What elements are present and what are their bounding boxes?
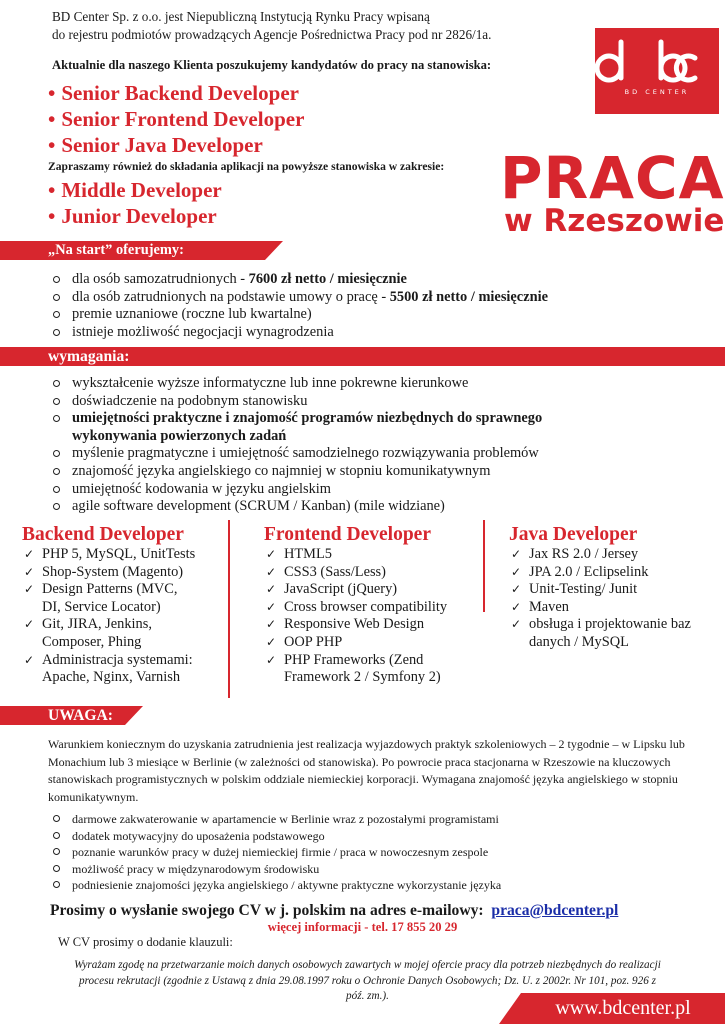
column-divider (483, 520, 485, 612)
list-item: wykształcenie wyższe informatyczne lub inne pokrewne kierunkowe (50, 375, 542, 393)
offer-heading: „Na start” oferujemy: (0, 241, 265, 260)
list-item: darmowe zakwaterowanie w apartamencie w Berlinie wraz z pozostałymi programistami (50, 811, 501, 828)
skills-list (509, 546, 725, 652)
list-item: ✓ Design Patterns (MVC, (22, 581, 232, 599)
list-item: dla osób samozatrudnionych - 7600 zł netto / miesięcznie (50, 271, 548, 289)
list-item: ✓ obsługa i projektowanie baz (509, 616, 725, 634)
position-item: • Middle Developer (48, 178, 222, 202)
list-item: umiejętność kodowania w języku angielskim (50, 481, 542, 499)
position-item: • Junior Developer (48, 204, 217, 228)
cv-request-text: Prosimy o wysłanie swojego CV w j. polskim na adres e-mailowy: (50, 902, 484, 919)
list-item: ✓ HTML5 (264, 546, 479, 564)
cv-request (50, 902, 618, 920)
list-item: dodatek motywacyjny do uposażenia podstawowego (50, 828, 501, 845)
uwaga-heading: UWAGA: (0, 706, 125, 725)
java-column (509, 524, 725, 652)
list-item: istnieje możliwość negocjacji wynagrodzenia (50, 324, 548, 342)
skills-list (22, 546, 232, 687)
uwaga-paragraph: Warunkiem koniecznym do uzyskania zatrudnienia jest realizacja wyjazdowych praktyk szkoleniowych – 2 tygodnie – w Lipsku lub Monachium lub 3 miesiące w Berlinie (w zależności od stanowiska). Po powrocie praca stacjonarna w Rzeszowie na kluczowych stanowiskach programistycznych w polskim oddziale niemieckiej korporacji. Wymagana znajomość języka angielskiego w stopniu komunikatywnym. (48, 737, 685, 804)
position-item: • Senior Frontend Developer (48, 107, 305, 131)
website-banner[interactable]: www.bdcenter.pl (521, 993, 725, 1024)
column-title: Backend Developer (22, 524, 184, 545)
offer-list (50, 271, 548, 341)
column-divider (228, 520, 230, 698)
list-item: ✓ JavaScript (jQuery) (264, 581, 479, 599)
list-item: ✓ Cross browser compatibility (264, 599, 479, 617)
list-item: ✓ CSS3 (Sass/Less) (264, 564, 479, 582)
intro-lead: Aktualnie dla naszego Klienta poszukujemy kandydatów do pracy na stanowiska: (52, 58, 492, 72)
list-item: ✓ Shop-System (Magento) (22, 564, 232, 582)
benefits-list (50, 811, 501, 894)
list-item: ✓ Jax RS 2.0 / Jersey (509, 546, 725, 564)
position-list-other (48, 177, 222, 229)
list-item: ✓ OOP PHP (264, 634, 479, 652)
list-item: ✓ Responsive Web Design (264, 616, 479, 634)
list-item: ✓ PHP Frameworks (Zend (264, 652, 479, 670)
skills-list (264, 546, 479, 687)
list-item-continuation: DI, Service Locator) (42, 598, 161, 615)
list-item-continuation: Apache, Nginx, Varnish (42, 669, 181, 686)
intro-line-1: BD Center Sp. z o.o. jest Niepubliczną Instytucją Rynku Pracy wpisaną (52, 9, 430, 24)
list-item: ✓ Administracja systemami: (22, 652, 232, 670)
list-item-continuation: Composer, Phing (42, 633, 142, 650)
list-item: możliwość pracy w międzynarodowym środowisku (50, 861, 501, 878)
also-apply-line: Zapraszamy również do składania aplikacji na powyższe stanowiska w zakresie: (48, 160, 445, 173)
list-item-continuation: Framework 2 / Symfony 2) (284, 669, 441, 686)
gdpr-clause: Wyrażam zgodę na przetwarzanie moich danych osobowych zawartych w mojej ofercie pracy dla potrzeb niezbędnych do realizacji procesu rekrutacji (zgodnie z Ustawą z dnia 29.08.1997 roku o Ochronie Danych Osobowych; Dz. U. z 2002r. Nr 101, poz. 926 z póź. zm.). (74, 959, 661, 1002)
column-title: Frontend Developer (264, 524, 431, 545)
intro-text (52, 8, 491, 44)
list-item: premie uznaniowe (roczne lub kwartalne) (50, 306, 548, 324)
list-item: ✓ Maven (509, 599, 725, 617)
position-item: • Senior Java Developer (48, 133, 263, 157)
column-title: Java Developer (509, 524, 638, 545)
list-item: znajomość języka angielskiego co najmniej w stopniu komunikatywnym (50, 463, 542, 481)
list-item: myślenie pragmatyczne i umiejętność samodzielnego rozwiązywania problemów (50, 445, 542, 463)
logo-subtitle: BD CENTER (624, 88, 690, 96)
list-item: ✓ JPA 2.0 / Eclipselink (509, 564, 725, 582)
frontend-column (264, 524, 479, 687)
position-item: • Senior Backend Developer (48, 81, 299, 105)
requirements-list (50, 375, 542, 516)
list-item: ✓ Unit-Testing/ Junit (509, 581, 725, 599)
bdc-logo (595, 28, 719, 114)
list-item: ✓ Git, JIRA, Jenkins, (22, 616, 232, 634)
more-info-phone: więcej informacji - tel. 17 855 20 29 (267, 920, 458, 934)
backend-column (22, 524, 232, 687)
list-item-continuation: danych / MySQL (529, 633, 629, 650)
list-item: poznanie warunków pracy w dużej niemieckiej firmie / praca w nowoczesnym zespole (50, 844, 501, 861)
list-item: ✓ PHP 5, MySQL, UnitTests (22, 546, 232, 564)
bdc-logo-mark (595, 28, 719, 114)
email-link[interactable]: praca@bdcenter.pl (491, 902, 619, 919)
list-item: umiejętności praktyczne i znajomość programów niezbędnych do sprawnego (50, 410, 542, 428)
list-item: podniesienie znajomości języka angielskiego / aktywne praktyczne wykorzystanie języka (50, 877, 501, 894)
list-item: agile software development (SCRUM / Kanban) (mile widziane) (50, 498, 542, 516)
headline-main: PRACA (500, 144, 725, 212)
list-item: doświadczenie na podobnym stanowisku (50, 393, 542, 411)
list-item-continuation: wykonywania powierzonych zadań (72, 427, 287, 444)
position-list-main (48, 80, 304, 158)
intro-line-2: do rejestru podmiotów prowadzących Agencje Pośrednictwa Pracy pod nr 2826/1a. (52, 27, 492, 42)
headline-sub: w Rzeszowie (504, 203, 725, 239)
requirements-heading: wymagania: (0, 347, 725, 366)
list-item: dla osób zatrudnionych na podstawie umowy o pracę - 5500 zł netto / miesięcznie (50, 289, 548, 307)
clause-heading: W CV prosimy o dodanie klauzuli: (58, 935, 233, 949)
